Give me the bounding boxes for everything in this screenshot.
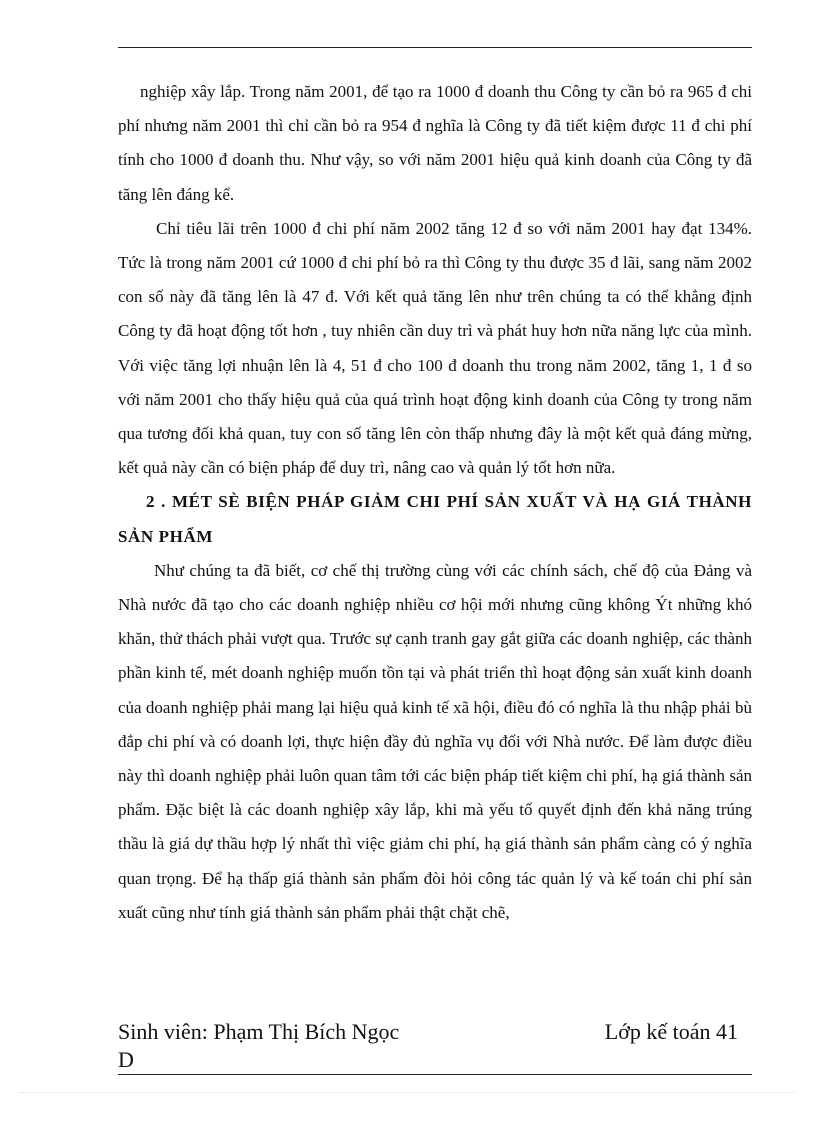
paragraph-1: nghiệp xây lắp. Trong năm 2001, để tạo ra 1000 đ doanh thu Công ty cần bỏ ra 965 đ chi phí nhưng năm 2001 thì chỉ cần bỏ ra 954 đ nghĩa là Công ty đã tiết kiệm được 11 đ chi phí tính cho 1000 đ doanh thu. Như vậy, so với năm 2001 hiệu quả kinh doanh của Công ty đã tăng lên đáng kể. — [118, 82, 752, 204]
header-rule — [118, 47, 752, 48]
footer-class: Lớp kế toán 41 — [604, 1019, 738, 1044]
footer-student-name: Sinh viên: Phạm Thị Bích Ngọc D — [118, 1019, 400, 1072]
paragraph-2: Chỉ tiêu lãi trên 1000 đ chi phí năm 2002 tăng 12 đ so với năm 2001 hay đạt 134%. Tức là trong năm 2001 cứ 1000 đ chi phí bỏ ra thì Công ty thu được 35 đ lãi, sang năm 2002 con số này đã tăng lên là 47 đ. Với kết quả tăng lên như trên chúng ta có thể khẳng định Công ty đã hoạt động tốt hơn , tuy nhiên cần duy trì và phát huy hơn nữa năng lực của mình. Với việc tăng lợi nhuận lên là 4, 51 đ cho 100 đ doanh thu trong năm 2002, tăng 1, 1 đ so với năm 2001 cho thấy hiệu quả của quá trình hoạt động kinh doanh của Công ty trong năm qua tương đối khả quan, tuy con số tăng lên còn thấp nhưng đây là một kết quả đáng mừng, kết quả này cần có biện pháp để duy trì, nâng cao và quản lý tốt hơn nữa. — [118, 218, 752, 478]
footer-rule — [118, 1074, 752, 1075]
section-heading: 2 . MÉT SÈ BIỆN PHÁP GIẢM CHI PHÍ SẢN XUẤT VÀ HẠ GIÁ THÀNH SẢN PHẨM — [118, 492, 752, 546]
paragraph-3: Như chúng ta đã biết, cơ chế thị trường cùng với các chính sách, chế độ của Đảng và Nhà nước đã tạo cho các doanh nghiệp nhiều cơ hội mới nhưng cũng không Ýt những khó khăn, thử thách phải vượt qua. Trước sự cạnh tranh gay gắt giữa các doanh nghiệp, các thành phần kinh tế, mét doanh nghiệp muốn tồn tại và phát triển thì hoạt động sản xuất kinh doanh của doanh nghiệp phải mang lại hiệu quả kinh tế xã hội, điều đó có nghĩa là thu nhập phải bù đắp chi phí và có doanh lợi, thực hiện đầy đủ nghĩa vụ đối với Nhà nước. Để làm được điều này thì doanh nghiệp phải luôn quan tâm tới các biện pháp tiết kiệm chi phí, hạ giá thành sản phẩm. Đặc biệt là các doanh nghiệp xây lắp, khi mà yếu tố quyết định đến khả năng trúng thầu là giá dự thầu hợp lý nhất thì việc giảm chi phí, hạ giá thành sản phẩm càng có ý nghĩa quan trọng. Để hạ thấp giá thành sản phẩm đòi hỏi công tác quản lý và kế toán chi phí sản xuất cũng như tính giá thành sản phẩm phải thật chặt chẽ, — [118, 560, 752, 922]
page-edge-divider — [20, 1092, 796, 1093]
document-body — [118, 75, 752, 930]
